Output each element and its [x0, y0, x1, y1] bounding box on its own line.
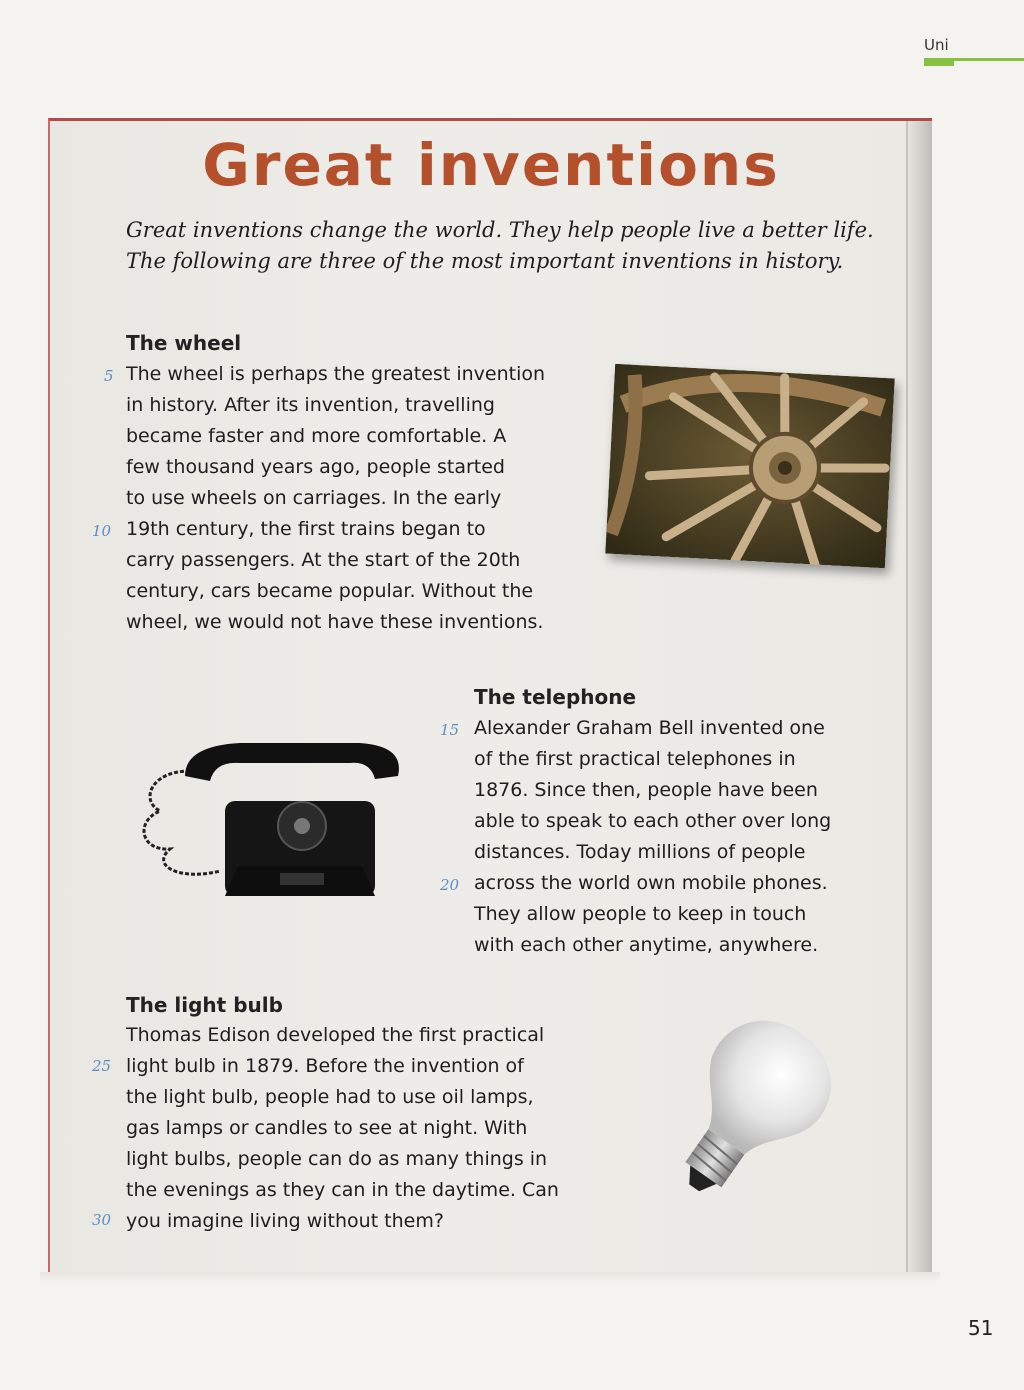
text-line: carry passengers. At the start of the 20th — [126, 549, 521, 571]
telephone-heading: The telephone — [474, 685, 637, 709]
text-line: in history. After its invention, travelling — [126, 394, 495, 416]
line-number-5: 5 — [104, 367, 114, 385]
unit-rule-accent — [924, 58, 954, 66]
text-line: 1876. Since then, people have been — [474, 779, 818, 801]
text-line: light bulbs, people can do as many things in — [126, 1148, 548, 1170]
text-line: light bulb in 1879. Before the invention of — [126, 1055, 524, 1077]
wheel-paragraph — [126, 359, 545, 638]
line-number-15: 15 — [440, 721, 460, 739]
page-number: 51 — [968, 1316, 994, 1340]
line-number-10: 10 — [92, 522, 112, 540]
text-line: 19th century, the first trains began to — [126, 518, 486, 540]
text-line: became faster and more comfortable. A — [126, 425, 507, 447]
text-line: the evenings as they can in the daytime. Can — [126, 1179, 559, 1201]
bulb-paragraph — [126, 1020, 559, 1237]
unit-tab-label: Uni — [924, 36, 949, 54]
text-line: the light bulb, people had to use oil lamps, — [126, 1086, 534, 1108]
line-number-30: 30 — [92, 1211, 112, 1229]
text-line: Alexander Graham Bell invented one — [474, 717, 825, 739]
text-line: to use wheels on carriages. In the early — [126, 487, 502, 509]
line-number-20: 20 — [440, 876, 460, 894]
reading-sheet — [48, 118, 932, 1272]
page-title: Great inventions — [202, 131, 780, 199]
text-line: century, cars became popular. Without the — [126, 580, 534, 602]
text-line: few thousand years ago, people started — [126, 456, 505, 478]
text-line: Thomas Edison developed the first practical — [126, 1024, 545, 1046]
text-line: able to speak to each other over long — [474, 810, 832, 832]
text-line: you imagine living without them? — [126, 1210, 444, 1232]
text-line: with each other anytime, anywhere. — [474, 934, 819, 956]
sheet-edge — [908, 121, 932, 1272]
text-line: distances. Today millions of people — [474, 841, 806, 863]
text-line: The wheel is perhaps the greatest invention — [126, 363, 546, 385]
bulb-heading: The light bulb — [126, 993, 283, 1017]
telephone-paragraph — [474, 713, 831, 961]
wheel-heading: The wheel — [126, 331, 242, 355]
page-bottom-shadow — [40, 1272, 940, 1282]
text-line: They allow people to keep in touch — [474, 903, 807, 925]
text-line: across the world own mobile phones. — [474, 872, 828, 894]
text-line: of the first practical telephones in — [474, 748, 796, 770]
line-number-25: 25 — [92, 1057, 112, 1075]
text-line: gas lamps or candles to see at night. With — [126, 1117, 528, 1139]
light-bulb-picture — [665, 1011, 840, 1211]
telephone-picture — [130, 731, 400, 901]
text-line: wheel, we would not have these inventions. — [126, 611, 544, 633]
wagon-wheel-photo — [605, 364, 895, 568]
intro-paragraph: Great inventions change the world. They help people live a better life. The following are three of the most important inventions in history. — [126, 218, 874, 273]
